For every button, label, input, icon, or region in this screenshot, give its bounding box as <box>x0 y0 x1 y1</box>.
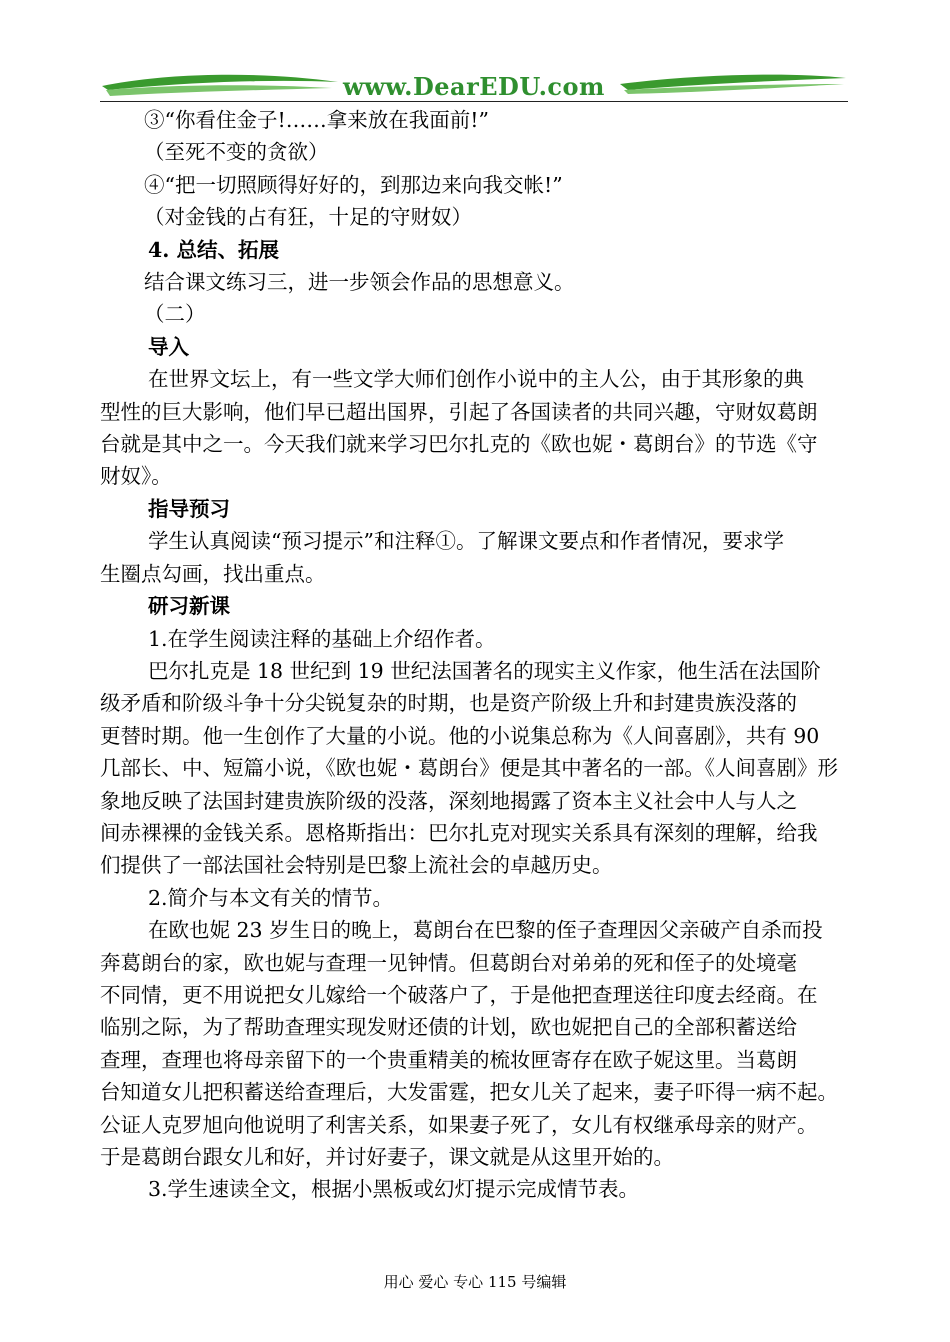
paragraph-line: 级矛盾和阶级斗争十分尖锐复杂的时期，也是资产阶级上升和封建贵族没落的 <box>100 691 797 716</box>
paragraph-line: 学生认真阅读“预习提示”和注释①。了解课文要点和作者情况，要求学 <box>148 529 784 554</box>
paragraph-line: 生圈点勾画，找出重点。 <box>100 561 326 586</box>
paragraph-line: 几部长、中、短篇小说，《欧也妮・葛朗台》便是其中著名的一部。《人间喜剧》形 <box>100 756 838 781</box>
paragraph-line: 于是葛朗台跟女儿和好，并讨好妻子，课文就是从这里开始的。 <box>100 1145 674 1169</box>
document-body <box>100 104 852 1206</box>
paragraph-line: 在欧也妮 23 岁生日的晚上，葛朗台在巴黎的侄子查理因父亲破产自杀而投 <box>148 918 823 943</box>
section-heading-summary: 4. 总结、拓展 <box>148 237 280 262</box>
text-line: （二） <box>144 302 206 327</box>
paragraph-line: 间赤裸裸的金钱关系。恩格斯指出：巴尔扎克对现实关系具有深刻的理解，给我 <box>100 820 818 845</box>
text-line: ③“你看住金子!……拿来放在我面前!” <box>144 108 489 132</box>
text-line: 结合课文练习三，进一步领会作品的思想意义。 <box>144 270 575 295</box>
paragraph-line: 在世界文坛上，有一些文学大师们创作小说中的主人公，由于其形象的典 <box>148 367 804 392</box>
paragraph-line: 台知道女儿把积蓄送给查理后，大发雷霆，把女儿关了起来，妻子吓得一病不起。 <box>100 1080 838 1105</box>
section-heading-preview: 指导预习 <box>148 496 230 521</box>
step-title: 1.在学生阅读注释的基础上介绍作者。 <box>148 626 496 651</box>
paragraph-line: 巴尔扎克是 18 世纪到 19 世纪法国著名的现实主义作家，他生活在法国阶 <box>148 658 821 683</box>
text-line: ④“把一切照顾得好好的，到那边来向我交帐!” <box>144 172 563 197</box>
paragraph-line: 象地反映了法国封建贵族阶级的没落，深刻地揭露了资本主义社会中人与人之 <box>100 788 797 813</box>
step-title: 3.学生速读全文，根据小黑板或幻灯提示完成情节表。 <box>148 1177 640 1202</box>
paragraph-line: 更替时期。他一生创作了大量的小说。他的小说集总称为《人间喜剧》，共有 90 <box>100 723 820 748</box>
paragraph-line: 奔葛朗台的家，欧也妮与查理一见钟情。但葛朗台对弟弟的死和侄子的处境毫 <box>100 950 797 975</box>
paragraph-line: 不同情，更不用说把女儿嫁给一个破落户了，于是他把查理送往印度去经商。在 <box>100 982 818 1007</box>
site-name: www.DearEDU.com <box>343 72 605 101</box>
header-divider <box>100 101 848 102</box>
section-heading-intro: 导入 <box>148 334 189 359</box>
page-header <box>100 72 848 104</box>
paragraph-line: 们提供了一部法国社会特别是巴黎上流社会的卓越历史。 <box>100 853 613 878</box>
page-footer: 用心 爱心 专心 115 号编辑 <box>383 1273 567 1291</box>
paragraph-line: 公证人克罗旭向他说明了利害关系，如果妻子死了，女儿有权继承母亲的财产。 <box>100 1112 818 1137</box>
paragraph-line: 查理，查理也将母亲留下的一个贵重精美的梳妆匣寄存在欧子妮这里。当葛朗 <box>100 1047 797 1072</box>
section-heading-new-lesson: 研习新课 <box>148 594 230 619</box>
step-title: 2.简介与本文有关的情节。 <box>148 885 394 910</box>
text-line: （至死不变的贪欲） <box>144 140 329 165</box>
paragraph-line: 财奴》。 <box>100 464 172 489</box>
paragraph-line: 型性的巨大影响，他们早已超出国界，引起了各国读者的共同兴趣，守财奴葛朗 <box>100 399 818 424</box>
paragraph-line: 临别之际，为了帮助查理实现发财还债的计划，欧也妮把自己的全部积蓄送给 <box>100 1015 797 1040</box>
paragraph-line: 台就是其中之一。今天我们就来学习巴尔扎克的《欧也妮・葛朗台》的节选《守 <box>100 432 818 457</box>
text-line: （对金钱的占有狂，十足的守财奴） <box>144 205 472 230</box>
